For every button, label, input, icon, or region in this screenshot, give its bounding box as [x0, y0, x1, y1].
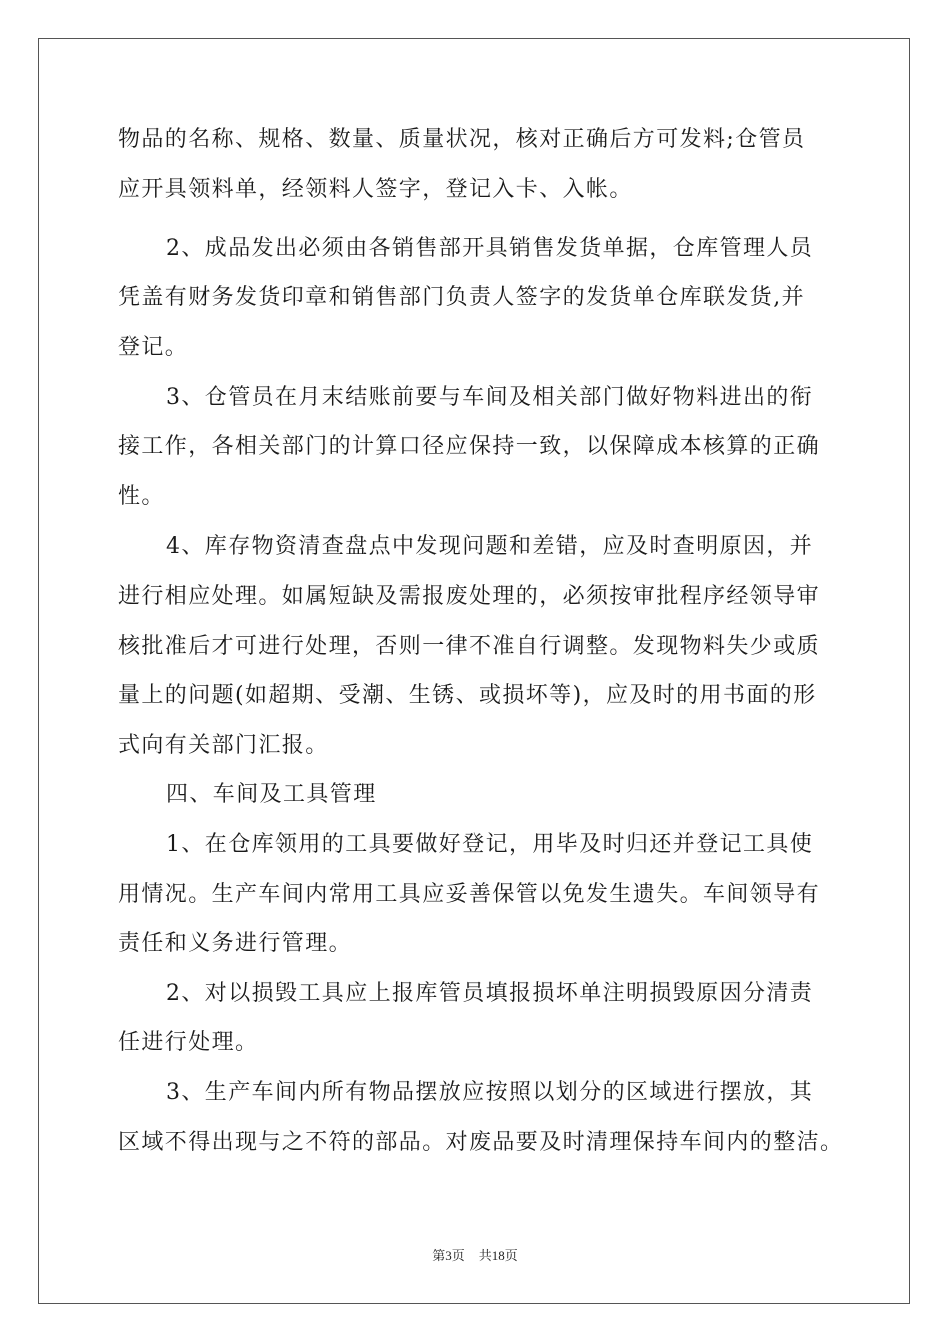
text-line: 性。: [118, 484, 165, 509]
text-line: 2、成品发出必须由各销售部开具销售发货单据，仓库管理人员: [166, 236, 814, 261]
text-line: 应开具领料单，经领料人签字，登记入卡、入帐。: [118, 177, 633, 202]
text-line: 3、生产车间内所有物品摆放应按照以划分的区域进行摆放，其: [166, 1080, 814, 1105]
page-border: [38, 38, 910, 1304]
text-line: 4、库存物资清查盘点中发现问题和差错，应及时查明原因，并: [166, 534, 814, 559]
page-number: 第3页: [432, 1248, 465, 1263]
text-line: 登记。: [118, 335, 189, 360]
text-line: 区域不得出现与之不符的部品。对废品要及时清理保持车间内的整洁。: [118, 1130, 844, 1155]
text-line: 任进行处理。: [118, 1030, 259, 1055]
page-footer: [0, 1245, 950, 1264]
text-line: 量上的问题(如超期、受潮、生锈、或损坏等)，应及时的用书面的形: [118, 683, 817, 708]
text-line: 1、在仓库领用的工具要做好登记，用毕及时归还并登记工具使: [166, 832, 814, 857]
section-heading: 四、车间及工具管理: [166, 782, 377, 807]
text-line: 3、仓管员在月末结账前要与车间及相关部门做好物料进出的衔: [166, 385, 814, 410]
text-line: 核批准后才可进行处理，否则一律不准自行调整。发现物料失少或质: [118, 634, 821, 659]
text-line: 物品的名称、规格、数量、质量状况，核对正确后方可发料;仓管员: [118, 127, 806, 152]
page-total: 共18页: [478, 1248, 518, 1263]
text-line: 式向有关部门汇报。: [118, 733, 329, 758]
text-line: 进行相应处理。如属短缺及需报废处理的，必须按审批程序经领导审: [118, 584, 821, 609]
text-line: 责任和义务进行管理。: [118, 931, 353, 956]
text-line: 凭盖有财务发货印章和销售部门负责人签字的发货单仓库联发货,并: [118, 285, 805, 310]
text-line: 2、对以损毁工具应上报库管员填报损坏单注明损毁原因分清责: [166, 981, 814, 1006]
text-line: 接工作，各相关部门的计算口径应保持一致，以保障成本核算的正确: [118, 434, 821, 459]
text-line: 用情况。生产车间内常用工具应妥善保管以免发生遗失。车间领导有: [118, 882, 821, 907]
